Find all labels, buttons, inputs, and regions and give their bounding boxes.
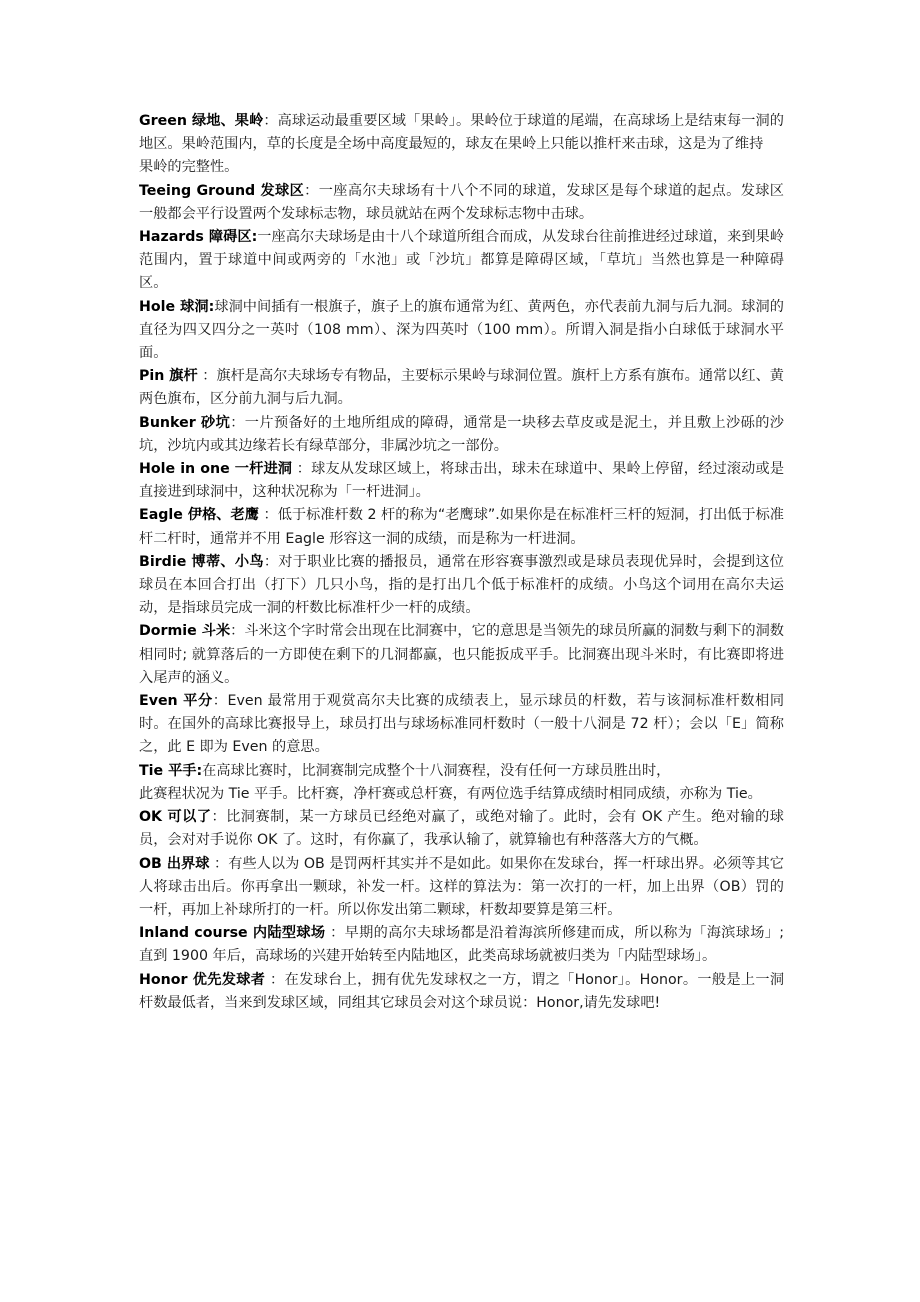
glossary-term: OK 可以了 xyxy=(139,809,212,826)
glossary-definition: 斗米这个字时常会出现在比洞赛中，它的意思是当领先的球员所赢的洞数与剩下的洞数相同时; 就算落后的一方即使在剩下的几洞都赢，也只能扳成平手。比洞赛出现斗米时，有比赛即将进入尾声的涵义。 xyxy=(139,623,784,686)
glossary-term: Inland course 内陆型球场 xyxy=(139,925,326,942)
term-separator: ： xyxy=(211,809,227,826)
glossary-entry xyxy=(139,969,784,1015)
glossary-definition: 比洞赛制，某一方球员已经绝对赢了，或绝对输了。此时，会有 OK 产生。绝对输的球员，会对对手说你 OK 了。这时，有你赢了，我承认输了，就算输也有种落落大方的气概。 xyxy=(139,809,784,849)
glossary-entry xyxy=(139,110,784,180)
glossary-entry xyxy=(139,806,784,852)
term-separator: ： xyxy=(197,368,217,385)
term-separator: ： xyxy=(263,553,279,570)
glossary-term: Honor 优先发球者 xyxy=(139,971,266,988)
term-separator: ： xyxy=(230,623,245,640)
glossary-entry xyxy=(139,365,784,411)
glossary-term: Tie 平手: xyxy=(139,762,203,779)
glossary-entry xyxy=(139,504,784,550)
glossary-definition: 球友从发球区域上，将球击出，球未在球道中、果岭上停留，经过滚动或是直接进到球洞中，这种状况称为「一杆进洞」。 xyxy=(139,461,785,501)
glossary-term: Birdie 博蒂、小鸟 xyxy=(139,553,264,570)
glossary-entry xyxy=(139,458,784,504)
term-separator: ： xyxy=(209,855,229,872)
document-body xyxy=(139,110,784,1015)
glossary-entry xyxy=(139,180,784,226)
glossary-definition: 早期的高尔夫球场都是沿着海滨所修建而成，所以称为「海滨球场」; 直到 1900 年后，高球场的兴建开始转至内陆地区，此类高球场就被归类为「内陆型球场」。 xyxy=(139,925,784,965)
glossary-definition: 球洞中间插有一根旗子，旗子上的旗布通常为红、黄两色，亦代表前九洞与后九洞。球洞的直径为四又四分之一英吋（108 mm）、深为四英吋（100 mm）。所谓入洞是指小白球低于球洞水平面。 xyxy=(139,298,784,362)
glossary-definition: 对于职业比赛的播报员，通常在形容赛事激烈或是球员表现优异时，会提到这位球员在本回合打出（打下）几只小鸟，指的是打出几个低于标准杆的成绩。小鸟这个词用在高尔夫运动，是指球员完成一洞的杆数比标准杆少一杆的成绩。 xyxy=(139,553,784,617)
glossary-term: OB 出界球 xyxy=(139,855,210,872)
glossary-term: Teeing Ground 发球区 xyxy=(139,182,305,199)
glossary-term: Green 绿地、果岭 xyxy=(139,113,264,129)
glossary-definition: 在发球台上，拥有优先发球权之一方，谓之「Honor」。Honor。一般是上一洞杆数最低者，当来到发球区域，同组其它球员会对这个球员说：Honor,请先发球吧! xyxy=(139,971,785,1011)
glossary-term: Bunker 砂坑 xyxy=(139,414,231,431)
glossary-entry xyxy=(139,760,784,806)
term-separator: ： xyxy=(230,414,245,431)
glossary-entry xyxy=(139,551,784,621)
glossary-definition: 旗杆是高尔夫球场专有物品，主要标示果岭与球洞位置。旗杆上方系有旗布。通常以红、黄两色旗布，区分前九洞与后九洞。 xyxy=(139,368,784,408)
term-separator: ： xyxy=(258,507,278,524)
glossary-entry xyxy=(139,412,784,458)
glossary-entry xyxy=(139,226,784,296)
term-separator: ： xyxy=(292,461,312,478)
glossary-definition: 低于标准杆数 2 杆的称为“老鹰球”.如果你是在标准杆三杆的短洞，打出低于标准杆二杆时，通常并不用 Eagle 形容这一洞的成绩，而是称为一杆进洞。 xyxy=(139,507,784,547)
glossary-definition: 一座高尔夫球场有十八个不同的球道，发球区是每个球道的起点。发球区一般都会平行设置两个发球标志物，球员就站在两个发球标志物中击球。 xyxy=(139,182,784,222)
glossary-definition: 一座高尔夫球场是由十八个球道所组合而成，从发球台往前推进经过球道，来到果岭范围内，置于球道中间或两旁的「水池」或「沙坑」都算是障碍区域，「草坑」当然也算是一种障碍区。 xyxy=(139,229,784,292)
glossary-entry xyxy=(139,296,784,366)
glossary-definition: 高球运动最重要区域「果岭」。果岭位于球道的尾端，在高球场上是结束每一洞的地区。果岭范围内，草的长度是全场中高度最短的，球友在果岭上只能以推杆来击球，这是为了维持 xyxy=(139,113,784,153)
term-separator: ： xyxy=(263,113,278,129)
glossary-term: Hole in one 一杆进洞 xyxy=(139,461,293,478)
glossary-term: Even 平分 xyxy=(139,693,213,710)
term-separator: ： xyxy=(212,693,228,710)
glossary-entry xyxy=(139,853,784,923)
glossary-definition: 一片预备好的土地所组成的障碍，通常是一块移去草皮或是泥土，并且敷上沙砾的沙坑，沙坑内或其边缘若长有绿草部分，非属沙坑之一部份。 xyxy=(139,414,784,454)
glossary-term: Hazards 障碍区: xyxy=(139,229,258,246)
glossary-term: Pin 旗杆 xyxy=(139,368,198,385)
glossary-term: Eagle 伊格、老鹰 xyxy=(139,507,259,524)
glossary-definition: 有些人以为 OB 是罚两杆其实并不是如此。如果你在发球台，挥一杆球出界。必须等其它人将球击出后。你再拿出一颗球，补发一杆。这样的算法为：第一次打的一杆，加上出界（OB）罚的一杆，再加上补球所打的一杆。所以你发出第二颗球，杆数却要算是第三杆。 xyxy=(139,855,784,918)
glossary-term: Dormie 斗米 xyxy=(139,623,231,640)
glossary-entry xyxy=(139,690,784,760)
glossary-definition: 在高球比赛时，比洞赛制完成整个十八洞赛程，没有任何一方球员胜出时， xyxy=(202,762,671,779)
term-separator: ： xyxy=(304,182,319,199)
glossary-definition: Even 最常用于观赏高尔夫比赛的成绩表上，显示球员的杆数，若与该洞标准杆数相同时。在国外的高球比赛报导上，球员打出与球场标准同杆数时（一般十八洞是 72 杆）；会以「E」简称之，此 E 即为 Even 的意思。 xyxy=(139,693,785,756)
glossary-entry xyxy=(139,922,784,968)
glossary-term: Hole 球洞: xyxy=(139,298,215,315)
term-separator: ： xyxy=(325,925,345,942)
term-separator: ： xyxy=(265,971,285,988)
glossary-definition-continued: 此赛程状况为 Tie 平手。比杆赛，净杆赛或总杆赛，有两位选手结算成绩时相同成绩，亦称为 Tie。 xyxy=(139,785,762,802)
glossary-definition-continued: 果岭的完整性。 xyxy=(139,159,239,176)
glossary-entry xyxy=(139,620,784,690)
